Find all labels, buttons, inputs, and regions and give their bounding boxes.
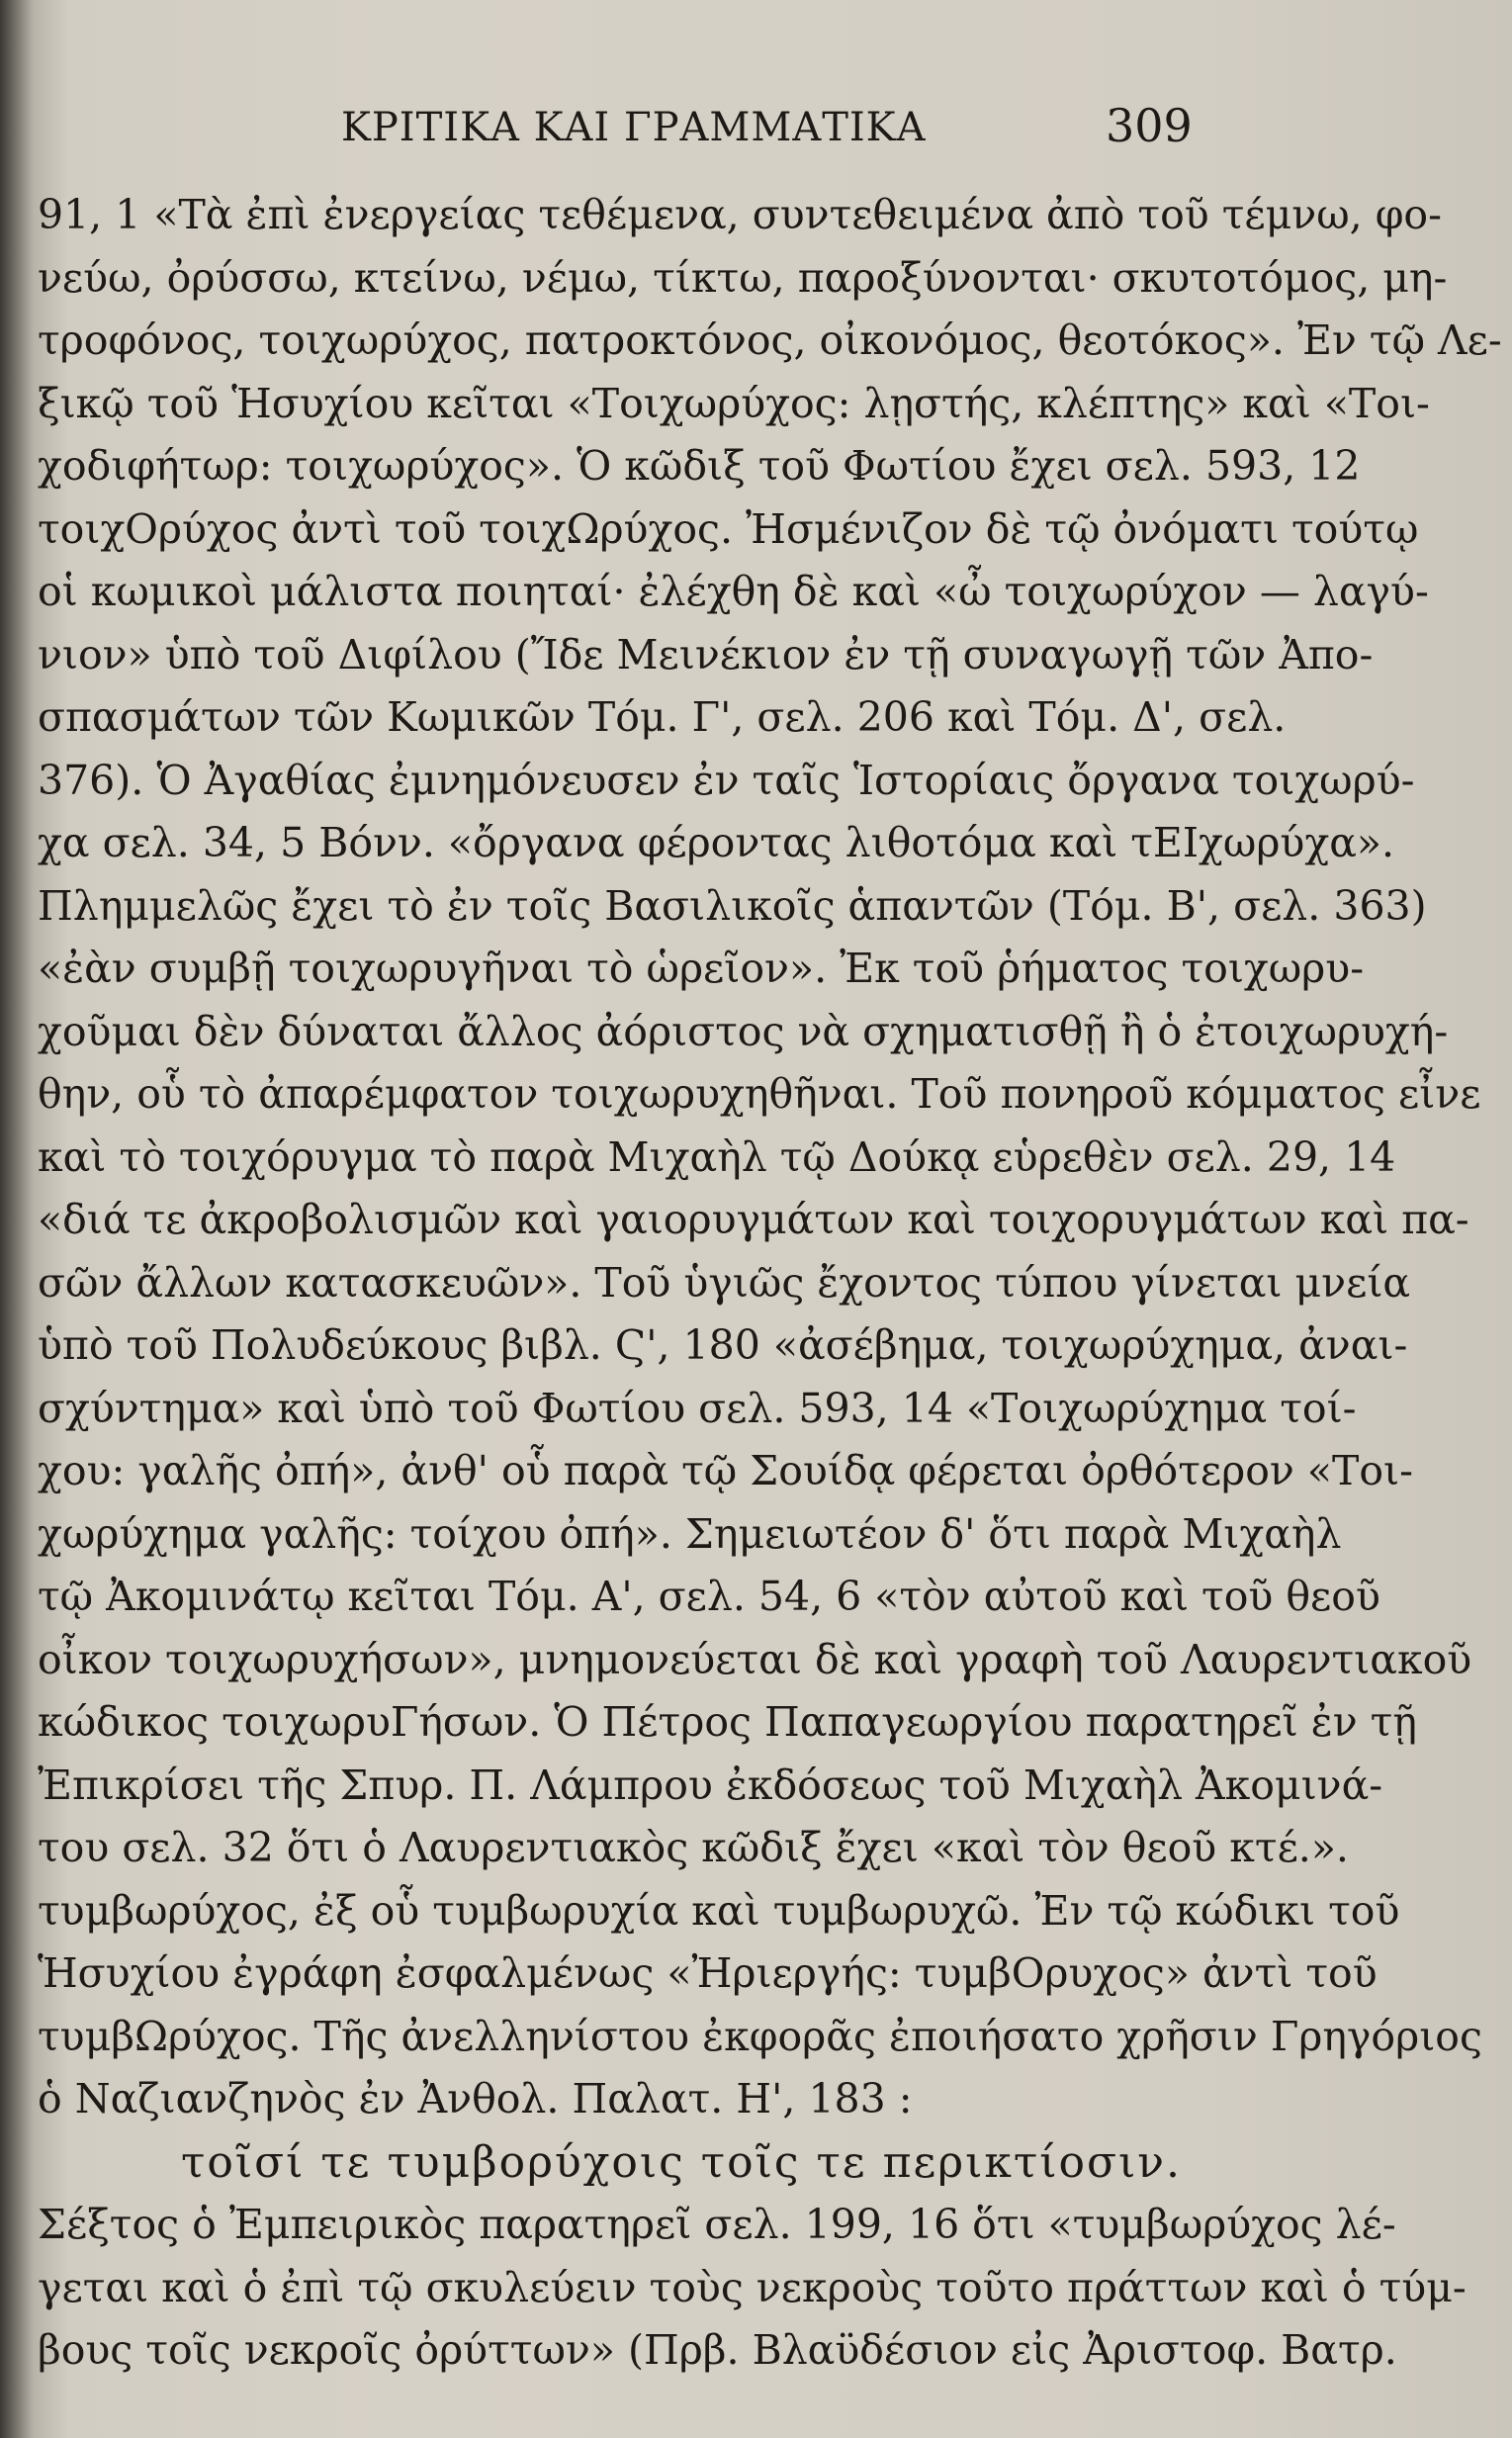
text-line: του σελ. 32 ὅτι ὁ Λαυρεντιακὸς κῶδιξ ἔχει «καὶ τὸν θεοῦ κτέ.». <box>38 1824 1349 1871</box>
text-line: τοιχΟρύχος ἀντὶ τοῦ τοιχΩρύχος. Ἠσμένιζον δὲ τῷ ὀνόματι τούτῳ <box>38 504 1419 553</box>
text-line: οἱ κωμικοὶ μάλιστα ποιηταί· ἐλέχθη δὲ καὶ «ὦ τοιχωρύχον — λαγύ- <box>38 568 1429 615</box>
text-line: καὶ τὸ τοιχόρυγμα τὸ παρὰ Μιχαὴλ τῷ Δούκᾳ εὑρεθὲν σελ. 29, 14 <box>38 1132 1396 1181</box>
text-line: γεται καὶ ὁ ἐπὶ τῷ σκυλεύειν τοὺς νεκροὺς τοῦτο πράττων καὶ ὁ τύμ- <box>38 2263 1467 2311</box>
text-line: σπασμάτων τῶν Κωμικῶν Τόμ. Γ', σελ. 206 καὶ Τόμ. Δ', σελ. <box>38 693 1287 741</box>
text-line: «ἐὰν συμβῇ τοιχωρυγῆναι τὸ ὡρεῖον». Ἐκ τοῦ ῥήματος τοιχωρυ- <box>38 945 1365 992</box>
text-line: χωρύχημα γαλῆς: τοίχου ὀπή». Σημειωτέον δ' ὅτι παρὰ Μιχαὴλ <box>38 1509 1342 1558</box>
text-line: τροφόνος, τοιχωρύχος, πατροκτόνος, οἰκονόμος, θεοτόκος». Ἐν τῷ Λε- <box>38 316 1502 364</box>
running-head <box>0 99 1512 158</box>
text-line: χοδιφήτωρ: τοιχωρύχος». Ὁ κῶδιξ τοῦ Φωτίου ἔχει σελ. 593, 12 <box>38 442 1361 490</box>
running-title: ΚΡΙΤΙΚΑ ΚΑΙ ΓΡΑΜΜΑΤΙΚΑ <box>341 105 927 150</box>
text-line: 91, 1 «Τὰ ἐπὶ ἐνεργείας τεθέμενα, συντεθειμένα ἀπὸ τοῦ τέμνω, φο- <box>38 191 1442 238</box>
text-line: νιον» ὑπὸ τοῦ Διφίλου (Ἴδε Μεινέκιον ἐν τῇ συναγωγῇ τῶν Ἀπο- <box>38 630 1374 678</box>
text-line: Ἡσυχίου ἐγράφη ἐσφαλμένως «Ἠριεργής: τυμβΟρυχος» ἀντὶ τοῦ <box>38 1949 1378 1997</box>
text-line: τῷ Ἀκομινάτῳ κεῖται Τόμ. Α', σελ. 54, 6 «τὸν αὐτοῦ καὶ τοῦ θεοῦ <box>38 1573 1380 1620</box>
verse-quotation: τοῖσί τε τυμβορύχοις τοῖς τε περικτίοσιν. <box>181 2136 1183 2188</box>
text-line: 376). Ὁ Ἀγαθίας ἐμνημόνευσεν ἐν ταῖς Ἱστορίαις ὄργανα τοιχωρύ- <box>38 756 1415 804</box>
page-number: 309 <box>1106 99 1193 152</box>
text-line: οἶκον τοιχωρυχήσων», μνημονεύεται δὲ καὶ γραφὴ τοῦ Λαυρεντιακοῦ <box>38 1635 1472 1683</box>
text-line: χοῦμαι δὲν δύναται ἄλλος ἀόριστος νὰ σχηματισθῇ ἢ ὁ ἐτοιχωρυχή- <box>38 1007 1449 1055</box>
text-line: τυμβωρύχος, ἐξ οὗ τυμβωρυχία καὶ τυμβωρυχῶ. Ἐν τῷ κώδικι τοῦ <box>38 1886 1400 1935</box>
text-line: τυμβΩρύχος. Τῆς ἀνελληνίστου ἐκφορᾶς ἐποιήσατο χρῆσιν Γρηγόριος <box>38 2012 1482 2060</box>
text-line: Πλημμελῶς ἔχει τὸ ἐν τοῖς Βασιλικοῖς ἁπαντῶν (Τόμ. Β', σελ. 363) <box>38 881 1427 930</box>
text-line: ξικῷ τοῦ Ἡσυχίου κεῖται «Τοιχωρύχος: λῃστής, κλέπτης» καὶ «Τοι- <box>38 379 1430 427</box>
text-line: «διά τε ἀκροβολισμῶν καὶ γαιορυγμάτων καὶ τοιχορυγμάτων καὶ πα- <box>38 1196 1469 1243</box>
text-line: κώδικος τοιχωρυΓήσων. Ὁ Πέτρος Παπαγεωργίου παρατηρεῖ ἐν τῇ <box>38 1698 1417 1746</box>
text-line: Ἐπικρίσει τῆς Σπυρ. Π. Λάμπρου ἐκδόσεως τοῦ Μιχαὴλ Ἀκομινά- <box>38 1761 1383 1809</box>
body-text <box>38 184 1502 2383</box>
text-line: σχύντημα» καὶ ὑπὸ τοῦ Φωτίου σελ. 593, 14 «Τοιχωρύχημα τοί- <box>38 1384 1357 1432</box>
text-line: βους τοῖς νεκροῖς ὀρύττων» (Πρβ. Βλαϋδέσιον εἰς Ἀριστοφ. Βατρ. <box>38 2326 1397 2374</box>
text-line: ὑπὸ τοῦ Πολυδεύκους βιβλ. Ϛ', 180 «ἀσέβημα, τοιχωρύχημα, ἀναι- <box>38 1321 1408 1369</box>
text-line: νεύω, ὀρύσσω, κτείνω, νέμω, τίκτω, παροξύνονται· σκυτοτόμος, μη- <box>38 253 1448 302</box>
text-line: χου: γαλῆς ὀπή», ἀνθ' οὗ παρὰ τῷ Σουίδᾳ φέρεται ὀρθότερον «Τοι- <box>38 1447 1413 1494</box>
text-line: ὁ Ναζιανζηνὸς ἐν Ἀνθολ. Παλατ. Η', 183 : <box>38 2075 913 2122</box>
text-line: Σέξτος ὁ Ἐμπειρικὸς παρατηρεῖ σελ. 199, 16 ὅτι «τυμβωρύχος λέ- <box>38 2201 1396 2248</box>
text-line: σῶν ἄλλων κατασκευῶν». Τοῦ ὑγιῶς ἔχοντος τύπου γίνεται μνεία <box>38 1258 1411 1307</box>
text-line: χα σελ. 34, 5 Βόνν. «ὄργανα φέροντας λιθοτόμα καὶ τΕΙχωρύχα». <box>38 819 1394 866</box>
text-line: θην, οὗ τὸ ἀπαρέμφατον τοιχωρυχηθῆναι. Τοῦ πονηροῦ κόμματος εἶνε <box>38 1070 1481 1118</box>
